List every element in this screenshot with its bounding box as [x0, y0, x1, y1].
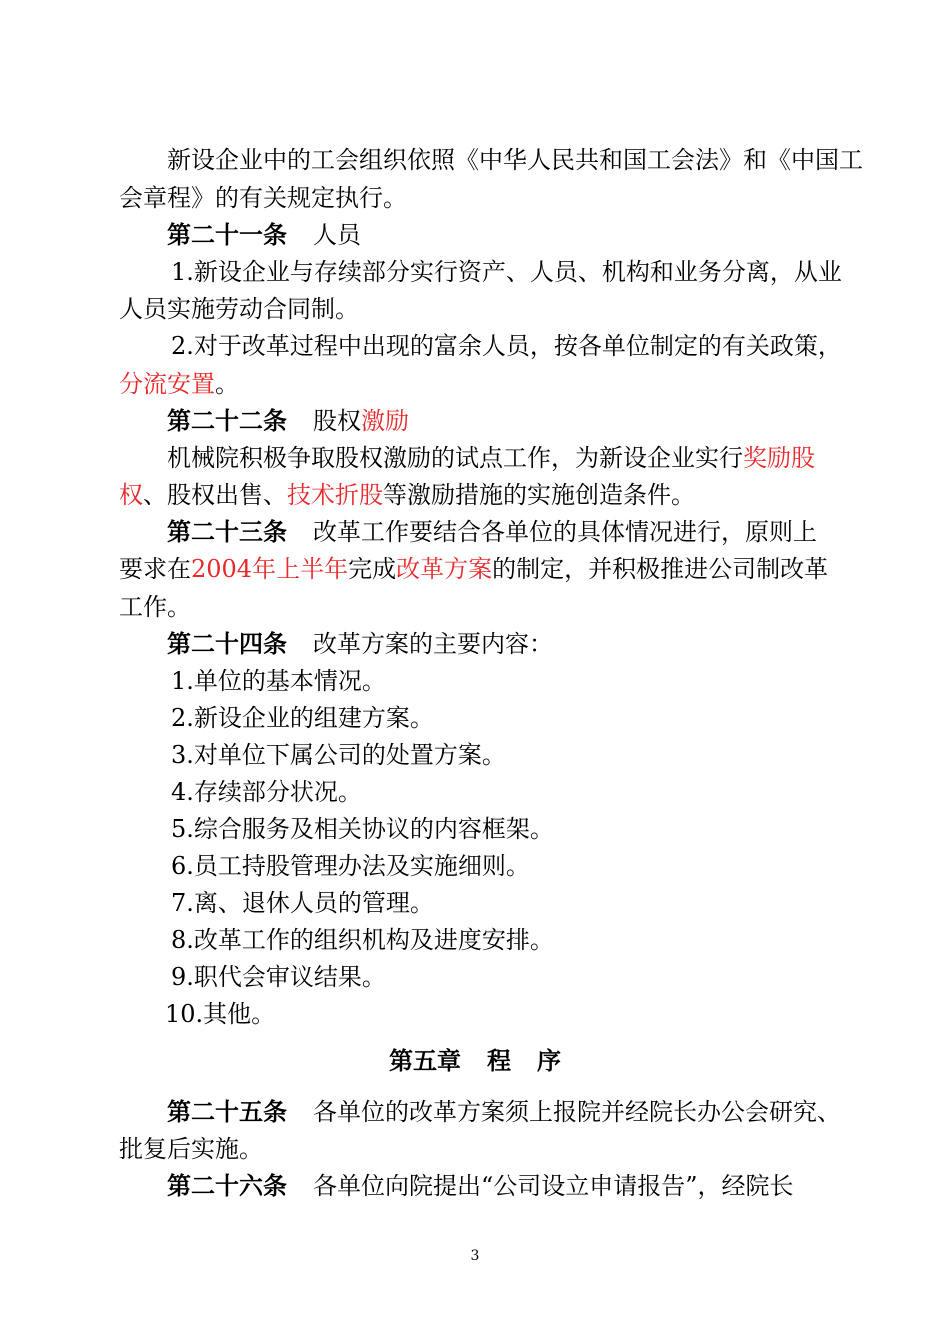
paragraph-line: 批复后实施。	[119, 1135, 263, 1163]
paragraph-line: 工作。	[119, 593, 191, 621]
highlight-text: 权	[119, 481, 143, 509]
article-title: 第二十一条	[167, 220, 287, 249]
list-item: 4.存续部分状况。	[171, 778, 362, 806]
list-item: 2.对于改革过程中出现的富余人员，按各单位制定的有关政策，	[171, 332, 842, 360]
page-number: 3	[470, 1248, 480, 1264]
text: 完成	[348, 555, 397, 583]
paragraph-line: 人员实施劳动合同制。	[119, 295, 359, 323]
article-title: 第二十三条	[167, 517, 287, 546]
text: 机械院积极争取股权激励的试点工作，为新设企业实行	[167, 444, 743, 472]
list-item: 10.其他。	[165, 1000, 276, 1028]
list-item: 6.员工持股管理办法及实施细则。	[171, 852, 530, 880]
article-21-heading	[167, 217, 887, 253]
highlight-text: 2004年上半年	[191, 555, 349, 583]
chapter-title: 序	[537, 1046, 561, 1075]
list-item: 1.新设企业与存续部分实行资产、人员、机构和业务分离，从业	[171, 258, 842, 286]
highlight-text: 改革方案	[396, 555, 493, 583]
list-item: 1.单位的基本情况。	[171, 667, 386, 695]
paragraph-line: 新设企业中的工会组织依照《中华人民共和国工会法》和《中国工	[167, 146, 863, 174]
article-title: 第二十六条	[167, 1171, 287, 1200]
article-title: 第二十四条	[167, 629, 287, 658]
text: 改革方案的主要内容：	[313, 630, 553, 658]
paragraph-line	[167, 440, 887, 476]
article-topic: 股权	[313, 407, 361, 435]
article-25-heading	[167, 1094, 887, 1130]
highlight-text: 技术折股	[287, 481, 383, 509]
chapter-title: 程	[487, 1046, 511, 1075]
article-26-heading	[167, 1168, 887, 1204]
list-item: 7.离、退休人员的管理。	[171, 889, 434, 917]
text: 要求在	[119, 555, 191, 583]
article-24-heading	[167, 626, 887, 662]
paragraph-line	[119, 366, 839, 402]
highlight-text: 激励	[361, 407, 409, 435]
article-title: 第二十五条	[167, 1097, 287, 1126]
highlight-text: 分流安置	[119, 370, 215, 398]
highlight-text: 奖励股	[743, 444, 815, 472]
list-item: 3.对单位下属公司的处置方案。	[171, 741, 506, 769]
chapter-heading	[0, 1043, 950, 1079]
article-title: 第二十二条	[167, 406, 287, 435]
paragraph-line	[119, 477, 839, 513]
list-item: 9.职代会审议结果。	[171, 963, 386, 991]
text: 的制定，并积极推进公司制改革	[492, 555, 829, 583]
text: 。	[215, 370, 239, 398]
text: 各单位的改革方案须上报院并经院长办公会研究、	[313, 1098, 841, 1126]
text: 等激励措施的实施创造条件。	[383, 481, 695, 509]
chapter-title: 第五章	[389, 1046, 461, 1075]
paragraph-line	[119, 551, 839, 587]
list-item: 5.综合服务及相关协议的内容框架。	[171, 815, 554, 843]
text: 改革工作要结合各单位的具体情况进行，原则上	[313, 518, 817, 546]
article-topic: 人员	[313, 221, 361, 249]
paragraph-line: 会章程》的有关规定执行。	[119, 184, 407, 212]
article-23-heading	[167, 514, 887, 550]
text: 、股权出售、	[143, 481, 287, 509]
article-22-heading	[167, 403, 887, 439]
list-item: 2.新设企业的组建方案。	[171, 704, 434, 732]
text: 各单位向院提出“公司设立申请报告”，经院长	[313, 1172, 794, 1200]
list-item: 8.改革工作的组织机构及进度安排。	[171, 926, 554, 954]
